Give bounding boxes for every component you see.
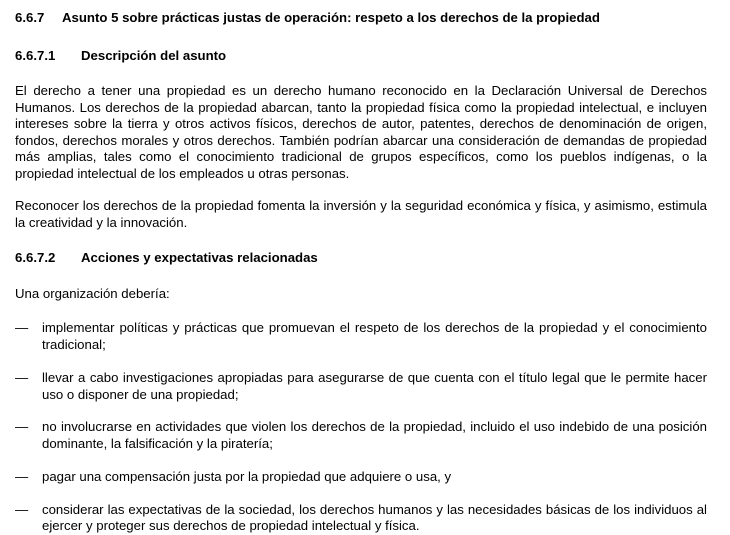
description-paragraph-2: Reconocer los derechos de la propiedad fomenta la inversión y la seguridad económica y física, y asimismo, estimula la creatividad y la innovación. [15,198,707,230]
list-item [15,469,707,486]
list-item-text: considerar las expectativas de la sociedad, los derechos humanos y las necesidades básicas de los individuos al ejercer y proteger sus derechos de propiedad intelectual y física. [42,501,707,533]
list-item-text: llevar a cabo investigaciones apropiadas para asegurarse de que cuenta con el título legal que le permite hacer uso o disponer de una propiedad; [42,370,707,402]
list-item [15,419,707,452]
subsection-number: 6.6.7.2 [15,250,56,265]
section-heading [15,0,707,27]
description-paragraph-1: El derecho a tener una propiedad es un derecho humano reconocido en la Declaración Universal de Derechos Humanos. Los derechos de la propiedad abarcan, tanto la propiedad física como la propiedad intelectual, e incluyen intereses sobre la tierra y otros activos físicos, derechos de autor, patentes, derechos de denominación de origen, fondos, derechos morales y otros derechos. También podrían abarcar una consideración de demandas de propiedad más amplias, tales como el conocimiento tradicional de grupos específicos, como los pueblos indígenas, o la propiedad intelectual de los empleados u otras personas. [15,83,707,181]
section-number: 6.6.7 [15,10,45,25]
dash-bullet: — [15,501,29,517]
list-item [15,320,707,353]
list-item-text: no involucrarse en actividades que violen los derechos de la propiedad, incluido el uso indebido de una posición dominante, la falsificación y la piratería; [42,419,707,451]
list-item-text: implementar políticas y prácticas que promuevan el respeto de los derechos de la propiedad y el conocimiento tradicional; [42,320,707,352]
subsection-number: 6.6.7.1 [15,47,56,63]
dash-bullet: — [15,320,29,335]
subsection-heading-description [15,48,707,65]
list-item [15,370,707,403]
list-item-text: pagar una compensación justa por la propiedad que adquiere o usa, y [42,469,452,484]
subsection-title: Descripción del asunto [81,47,227,63]
subsection-heading-actions [15,250,707,267]
dash-bullet: — [15,419,29,434]
actions-list [15,320,707,535]
dash-bullet: — [15,370,29,385]
dash-bullet: — [15,469,29,484]
actions-intro: Una organización debería: [15,285,170,301]
list-item [15,502,707,535]
section-title: Asunto 5 sobre prácticas justas de operación: respeto a los derechos de la propiedad [62,10,600,25]
subsection-title: Acciones y expectativas relacionadas [81,250,318,265]
